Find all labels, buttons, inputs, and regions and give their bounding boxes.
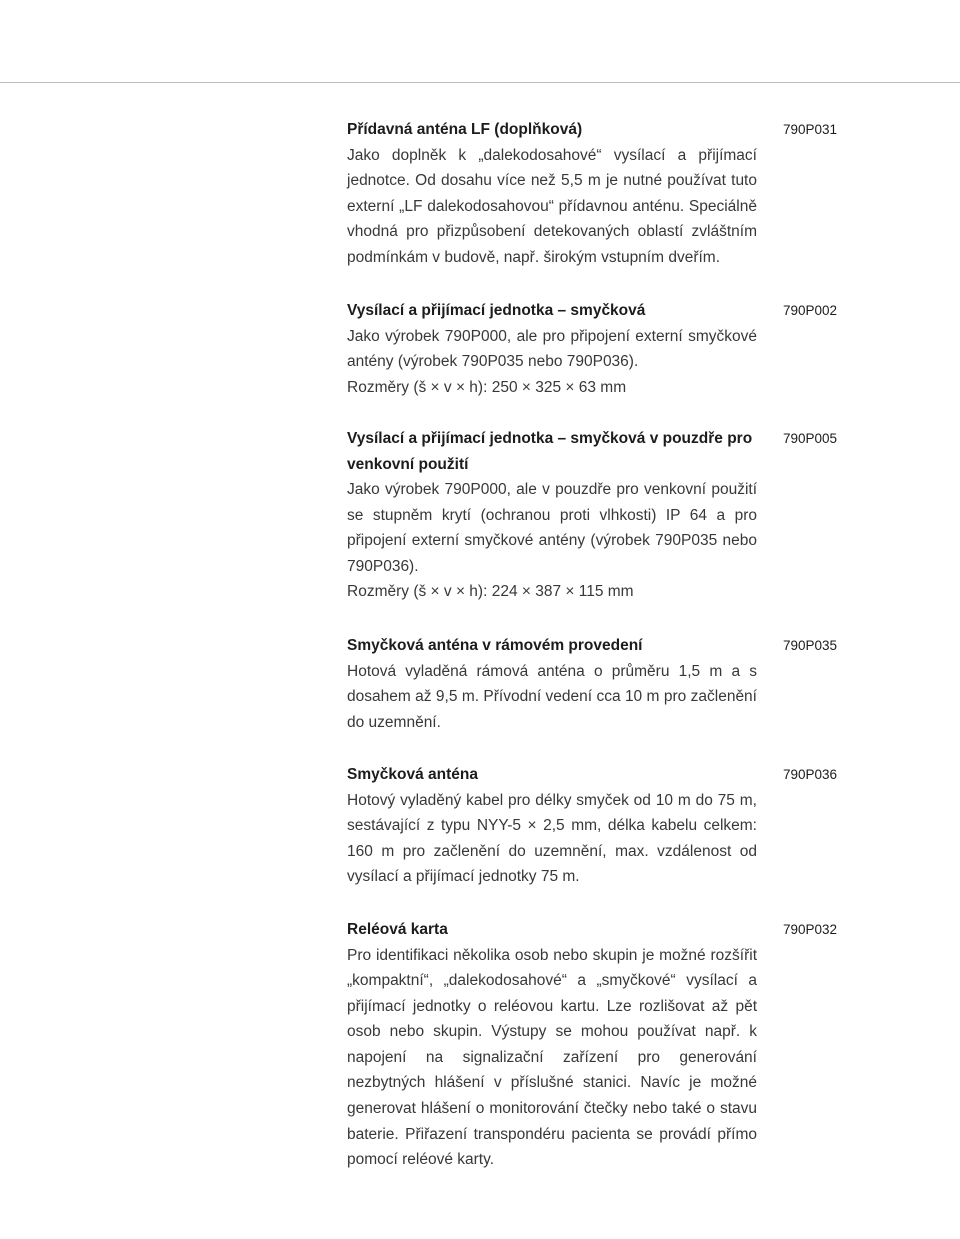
product-title: Vysílací a přijímací jednotka – smyčková: [347, 302, 646, 319]
product-dimensions: Rozměry (š × v × h): 224 × 387 × 115 mm: [347, 583, 634, 601]
product-title: Přídavná anténa LF (doplňková): [347, 121, 583, 138]
product-description: Jako výrobek 790P000, ale pro připojení externí smyčkové antény (výrobek 790P035 nebo 790P036).: [347, 327, 757, 371]
product-entry-790P035: [347, 633, 837, 735]
product-entry-790P005: [347, 426, 837, 605]
product-title: Smyčková anténa v rámovém provedení: [347, 637, 643, 654]
product-entry-790P002: [347, 298, 837, 400]
product-entry-790P031: [347, 117, 837, 270]
top-divider: [0, 82, 960, 83]
product-description: Pro identifikaci několika osob nebo skupin je možné rozšířit „kompaktní“, „dalekodosahové“ a „smyčkové“ vysílací a přijímací jednotky o reléovou kartu. Lze rozlišovat až pět osob nebo skupin. Výstupy se mohou používat např. k napojení na signalizační zařízení pro generování nezbytných hlášení v příslušné stanici. Navíc je možné generovat hlášení o monitorování čtečky nebo také o stavu baterie. Přiřazení transpondéru pacienta se provádí přímo pomocí reléové karty.: [347, 946, 757, 1169]
product-code: 790P005: [782, 431, 837, 446]
product-description: Jako doplněk k „dalekodosahové“ vysílací a přijímací jednotce. Od dosahu více než 5,5 m je nutné používat tuto externí „LF dalekodosahovou“ přídavnou anténu. Speciálně vhodná pro přizpůsobení detekovaných oblastí zvláštním podmínkám v budově, např. širokým vstupním dveřím.: [347, 146, 757, 266]
product-code: 790P031: [782, 122, 837, 137]
product-code: 790P035: [782, 638, 837, 653]
product-description: Jako výrobek 790P000, ale v pouzdře pro venkovní použití se stupněm krytí (ochranou proti vlhkosti) IP 64 a pro připojení externí smyčkové antény (výrobek 790P035 nebo 790P036).: [347, 481, 757, 575]
product-code: 790P002: [782, 303, 837, 318]
product-title: Smyčková anténa: [347, 766, 478, 783]
product-code: 790P036: [782, 767, 837, 782]
product-description: Hotový vyladěný kabel pro délky smyček od 10 m do 75 m, sestávající z typu NYY-5 × 2,5 mm, délka kabelu celkem: 160 m pro začlenění do uzemnění, max. vzdálenost od vysílací a přijímací jednotky 75 m.: [347, 791, 757, 886]
product-title: Vysílací a přijímací jednotka – smyčková v pouzdře pro venkovní použití: [347, 430, 753, 473]
product-title: Reléová karta: [347, 921, 448, 938]
product-entry-790P036: [347, 762, 837, 890]
product-description: Hotová vyladěná rámová anténa o průměru 1,5 m a s dosahem až 9,5 m. Přívodní vedení cca 10 m pro začlenění do uzemnění.: [347, 662, 757, 731]
product-dimensions: Rozměry (š × v × h): 250 × 325 × 63 mm: [347, 378, 627, 396]
product-code: 790P032: [782, 922, 837, 937]
product-entry-790P032: [347, 917, 837, 1173]
